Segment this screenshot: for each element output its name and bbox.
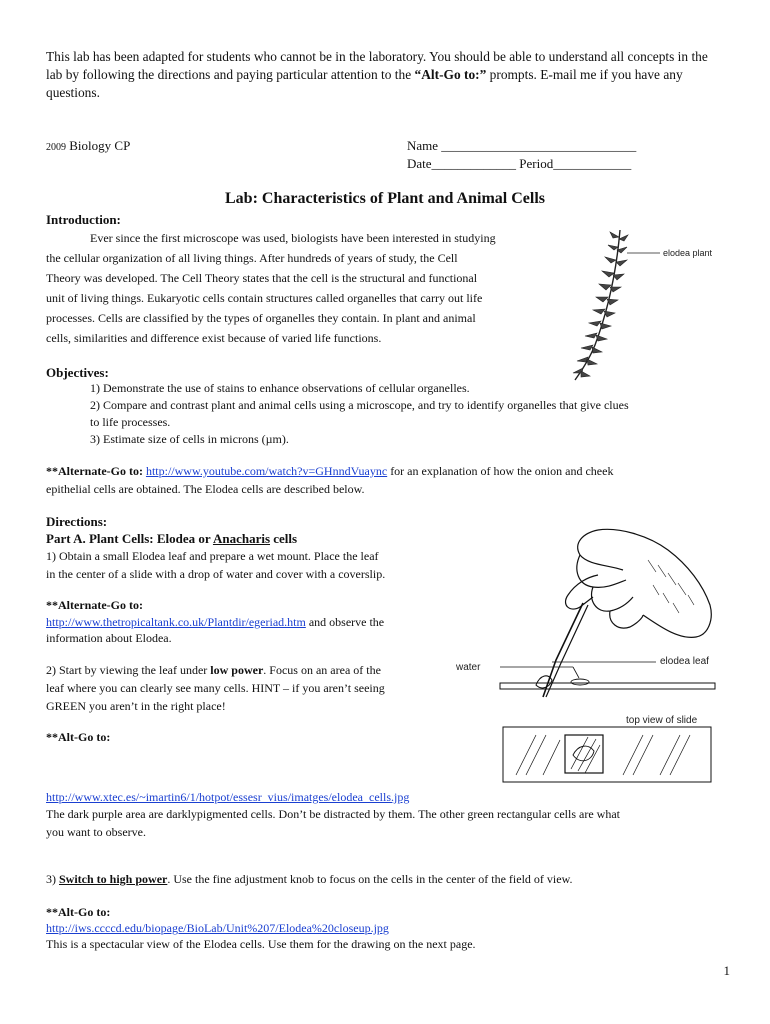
water-label: water xyxy=(456,662,481,673)
xtec-description-line: The dark purple area are darklypigmented cells. Don’t be distracted by them. The other green rectangular cells are what xyxy=(46,807,620,821)
part-a-suffix: cells xyxy=(270,531,298,546)
objective-item: 2) Compare and contrast plant and animal cells using a microscope, and try to identify organelles that give clues xyxy=(90,398,629,412)
top-view-label: top view of slide xyxy=(626,715,698,726)
alt-go-youtube xyxy=(46,462,736,480)
objective-item: 3) Estimate size of cells in microns (µm). xyxy=(90,432,289,446)
elodea-leaf-label: elodea leaf xyxy=(660,656,709,667)
directions-heading: Directions: xyxy=(46,514,108,529)
alt-go-label: **Alternate-Go to: xyxy=(46,464,143,478)
page-title: Lab: Characteristics of Plant and Animal Cells xyxy=(225,190,545,207)
alt-go-highlight: “Alt-Go to:” xyxy=(414,67,487,82)
intro-line: unit of living things. Eukaryotic cells contain structures called organelles that carry out life xyxy=(46,291,483,305)
elodea-plant-label: elodea plant xyxy=(663,248,713,258)
objectives-list xyxy=(90,380,730,448)
objective-item: 1) Demonstrate the use of stains to enhance observations of cellular organelles. xyxy=(90,381,470,395)
intro-note-text-end: prompts. E-mail me if you have any questions. xyxy=(46,67,683,100)
objective-item: to life processes. xyxy=(90,415,171,429)
step-2-text-end: . Focus on an area of the xyxy=(263,663,381,677)
slide-hand-illustration xyxy=(448,525,723,790)
alt-go-ccccd-text: This is a spectacular view of the Elodea cells. Use them for the drawing on the next page. xyxy=(46,937,476,951)
intro-line: Theory was developed. The Cell Theory states that the cell is the structural and functional xyxy=(46,271,478,285)
introduction-body xyxy=(46,228,566,348)
elodea-plant-illustration xyxy=(565,225,715,385)
alt-go-label-3: **Alt-Go to: xyxy=(46,730,111,744)
page-number: 1 xyxy=(723,963,730,978)
alt-go-label-4: **Alt-Go to: xyxy=(46,905,111,919)
alt-go-text: and observe the xyxy=(305,615,385,629)
tropicaltank-link[interactable]: http://www.thetropicaltank.co.uk/Plantdir/egeriad.htm xyxy=(46,615,306,629)
objectives-heading: Objectives: xyxy=(46,365,109,380)
course-header xyxy=(46,137,130,157)
intro-line: the cellular organization of all living things. After hundreds of years of study, the Cell xyxy=(46,251,458,265)
date-period-line: Date_____________ Period____________ xyxy=(407,156,632,171)
intro-note xyxy=(46,48,726,102)
step-2 xyxy=(46,661,446,715)
course-name: Biology CP xyxy=(69,138,131,153)
step-3-text: . Use the fine adjustment knob to focus on the cells in the center of the field of view. xyxy=(167,872,573,886)
xtec-link[interactable]: http://www.xtec.es/~imartin6/1/hotpot/essesr_vius/imatges/elodea_cells.jpg xyxy=(46,790,410,804)
step-2-line: leaf where you can clearly see many cells. HINT – if you aren’t seeing xyxy=(46,681,385,695)
xtec-description-line: you want to observe. xyxy=(46,825,146,839)
step-2-line: GREEN you aren’t in the right place! xyxy=(46,699,226,713)
alt-go-tropicaltank-line2: information about Elodea. xyxy=(46,631,172,645)
step-1-line: in the center of a slide with a drop of water and cover with a coverslip. xyxy=(46,567,386,581)
ccccd-link[interactable]: http://iws.ccccd.edu/biopage/BioLab/Unit%207/Elodea%20closeup.jpg xyxy=(46,921,389,935)
step-2-text: 2) Start by viewing the leaf under xyxy=(46,663,211,677)
youtube-link[interactable]: http://www.youtube.com/watch?v=GHnndVuaync xyxy=(145,464,388,478)
low-power-term: low power xyxy=(210,663,264,677)
alt-go-tropicaltank-label: **Alternate-Go to: xyxy=(46,598,143,612)
alt-go-text: for an explanation of how the onion and cheek xyxy=(387,464,614,478)
high-power-term: Switch to high power xyxy=(59,872,168,886)
course-year: 2009 xyxy=(46,142,66,153)
step-1 xyxy=(46,547,446,583)
part-a-prefix: Part A. Plant Cells: Elodea or xyxy=(46,531,213,546)
step-3-number: 3) xyxy=(46,872,59,886)
alt-go-xtec-text xyxy=(46,805,736,841)
alt-go-xtec xyxy=(46,788,409,806)
intro-line: processes. Cells are classified by the types of organelles they contain. In plant and animal xyxy=(46,311,476,325)
step-1-line: 1) Obtain a small Elodea leaf and prepare a wet mount. Place the leaf xyxy=(46,549,379,563)
part-a-heading xyxy=(46,530,297,548)
step-3 xyxy=(46,870,736,888)
intro-line: cells, similarities and difference exist because of varied life functions. xyxy=(46,331,382,345)
introduction-heading: Introduction: xyxy=(46,212,121,227)
name-field-line: Name ______________________________ xyxy=(407,138,637,153)
anacharis-word: Anacharis xyxy=(212,531,271,546)
alt-go-youtube-line2: epithelial cells are obtained. The Elodea cells are described below. xyxy=(46,482,365,496)
intro-note-text: This lab has been adapted for students who cannot be in the laboratory. You should be able to understand all concepts in the lab by following the directions and paying particular attention to the xyxy=(46,49,708,82)
intro-line: Ever since the first microscope was used, biologists have been interested in studying xyxy=(90,231,496,245)
